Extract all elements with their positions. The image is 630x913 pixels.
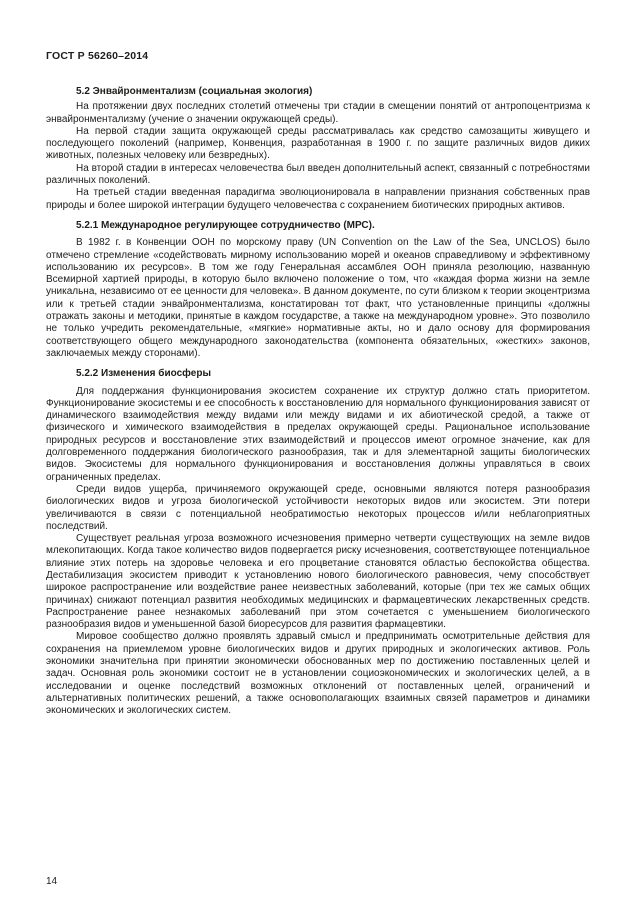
subsection-heading-5-2-2: 5.2.2 Изменения биосферы: [76, 368, 211, 380]
paragraph: На первой стадии защита окружающей среды рассматривалась как средство самозащиты живущего и последующего поколений (например, Конвенция, разработанная в 1900 г. по защите различных видов диких животных, полезных человеку или безвредных).: [46, 125, 590, 162]
subsection-heading-5-2-1: 5.2.1 Международное регулирующее сотрудничество (МРС).: [76, 219, 375, 231]
paragraph: На второй стадии в интересах человечества был введен дополнительный аспект, связанный с потребностями различных поколений.: [46, 162, 590, 187]
paragraph: На третьей стадии введенная парадигма эволюционировала в направлении признания собственных прав природы и более широкой интеграции будущего человечества с сохранением биотических природных активов.: [46, 187, 590, 211]
paragraph: В 1982 г. в Конвенции ООН по морскому праву (UN Convention on the Law of the Sea, UNCLOS) было отмечено стремление «содействовать мирному использованию морей и океанов справедливому и эффективному использованию их ресурсов». В том же году Генеральная ассамблея ООН приняла резолюцию, названную Всемирной хартией природы, в которую было включено положение о том, что «каждая форма жизни на земле уникальна, независимо от ее ценности для человека». В данном документе, по сути близком к теории экоцентризма или к третьей стадии энвайронментализма, констатирован тот факт, что установленные принципы «должны отражать законы и методики, принятые в каждом государстве, а также на международном уровне». Это позволило не только учредить рекомендательные, «мягкие» нормативные акты, но и дало основу для формирования соответствующего общего международного законодательства (компонента обязательных, «жестких» законов, заключаемых между сторонами).: [46, 237, 590, 359]
paragraph: Мировое сообщество должно проявлять здравый смысл и предпринимать осмотрительные действия для сохранения на приемлемом уровне биологических видов и других природных и экологических активов. Роль экономики значительна при принятии экономически обоснованных мер по достижению поставленных целей и задач. Основная роль экономики состоит не в установлении социоэкономических и экологических целей, а в исследовании и оценке последствий возможных отклонений от поставленных целей, ограничений и альтернативных политических решений, а также основополагающих взаимных связей параметров и динамики экономических и экологических систем.: [46, 631, 590, 717]
document-body: [46, 86, 590, 718]
paragraph: Для поддержания функционирования экосистем сохранение их структур должно стать приоритетом. Функционирование экосистемы и ее способность к восстановлению для нормального функционирования зависят от динамического взаимодействия между видами или между видами и их абиотической средой, а также от физического и химического взаимодействия в пределах окружающей среды. Рациональное использование природных ресурсов и восстановление этих взаимодействий и процессов имеют огромное значение, как для долговременного поддержания биологического разнообразия, так и для элементарной защиты биологических видов. Экосистемы для нормального функционирования и восстановления должны управляться в своих ограниченных пределах.: [46, 385, 590, 483]
page-number: 14: [46, 876, 58, 887]
paragraph: На протяжении двух последних столетий отмечены три стадии в смещении понятий от антропоцентризма к энвайронментализму (учение о значении окружающей среды).: [46, 101, 590, 125]
paragraph: Существует реальная угроза возможного исчезновения примерно четверти существующих на земле видов млекопитающих. Когда такое количество видов подвергается риску исчезновения, соответствующее потенциальное влияние этих потерь на здоровье человека и его процветание становятся областью беспокойства общества. Дестабилизация экосистем приводит к установлению нового биологического равновесия, чему способствует широкое распространение или воздействие ранее неизвестных заболеваний, которые (при тех же самых общих причинах) снижают потенциал развития необходимых медицинских и фармацевтических лекарственных средств. Распространение ранее незнакомых заболеваний при этом сочетается с уменьшением биологического разнообразия видов и уменьшенной базой биоресурсов для развития фармацевтики.: [46, 533, 590, 631]
paragraph: Среди видов ущерба, причиняемого окружающей среде, основными являются потеря разнообразия биологических видов и угроза биологической устойчивости некоторых видов или экосистем. Эти потери увеличиваются в связи с потенциальной необратимостью некоторых процессов и/или неблагоприятных последствий.: [46, 483, 590, 532]
standard-code-header: ГОСТ Р 56260–2014: [46, 50, 149, 62]
section-heading-5-2: 5.2 Энвайронментализм (социальная экология): [76, 86, 313, 97]
